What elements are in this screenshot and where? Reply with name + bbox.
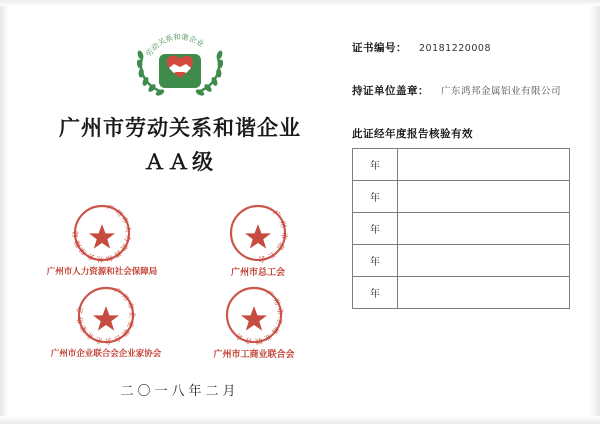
year-label-cell: 年 (353, 181, 398, 213)
seal-group (20, 202, 340, 360)
round-red-seal-icon (227, 202, 289, 264)
year-label-cell: 年 (353, 245, 398, 277)
seal-caption: 广州市人力资源和社会保障局 (46, 267, 158, 278)
table-row (353, 277, 570, 309)
holder-label: 持证单位盖章： (352, 85, 429, 97)
scan-edge-top (0, 0, 600, 6)
cert-number-value: 20181220008 (419, 43, 491, 54)
seal-item (37, 202, 167, 277)
table-row (353, 181, 570, 213)
seal-row-bottom (20, 284, 340, 360)
seal-caption: 广州市企业联合会企业家协会 (50, 349, 162, 360)
verification-entry-cell[interactable] (398, 277, 570, 309)
certificate-date: 二〇一八年二月 (120, 384, 240, 400)
svg-text:广州市人力资源和社会保障局: 广州市人力资源和社会保障局 (71, 203, 133, 264)
scan-edge-right (590, 0, 600, 424)
page-title: 广州市劳动关系和谐企业 (59, 116, 301, 140)
certificate-grade: ＡＡ级 (144, 150, 216, 175)
svg-text:劳动关系和谐企业: 劳动关系和谐企业 (144, 32, 206, 59)
svg-text:广州市工商业联合会: 广州市工商业联合会 (232, 289, 285, 346)
scan-edge-bottom (0, 416, 600, 424)
seal-item (193, 202, 323, 278)
cert-number-label: 证书编号： (352, 42, 407, 54)
svg-text:广州市总工会: 广州市总工会 (254, 208, 289, 265)
seal-caption: 广州市工商业联合会 (213, 350, 295, 361)
table-row (353, 149, 570, 181)
verification-entry-cell[interactable] (398, 245, 570, 277)
svg-text:广州市企业联合会企业家协会: 广州市企业联合会企业家协会 (75, 286, 137, 346)
verification-entry-cell[interactable] (398, 181, 570, 213)
year-label-cell: 年 (353, 277, 398, 309)
round-red-seal-icon (75, 284, 137, 346)
table-row (353, 213, 570, 245)
certificate-left-column (20, 28, 340, 399)
verify-note: 此证经年度报告核验有效 (352, 128, 473, 140)
seal-row-top (20, 202, 340, 278)
annual-verification-table (352, 148, 570, 309)
cert-number-row (352, 40, 580, 55)
seal-item (41, 284, 171, 359)
holder-row (352, 83, 580, 98)
year-label-cell: 年 (353, 213, 398, 245)
verification-entry-cell[interactable] (398, 149, 570, 181)
year-label-cell: 年 (353, 149, 398, 181)
scan-edge-left (0, 0, 8, 424)
table-row (353, 245, 570, 277)
seal-item (189, 284, 319, 360)
verification-entry-cell[interactable] (398, 213, 570, 245)
handshake-wheat-emblem-icon (128, 28, 232, 102)
holder-value: 广东鸿邦金属铝业有限公司 (441, 86, 562, 97)
round-red-seal-icon (71, 202, 133, 264)
certificate-right-column (352, 40, 580, 309)
seal-caption: 广州市总工会 (230, 268, 285, 279)
round-red-seal-icon (223, 284, 285, 346)
